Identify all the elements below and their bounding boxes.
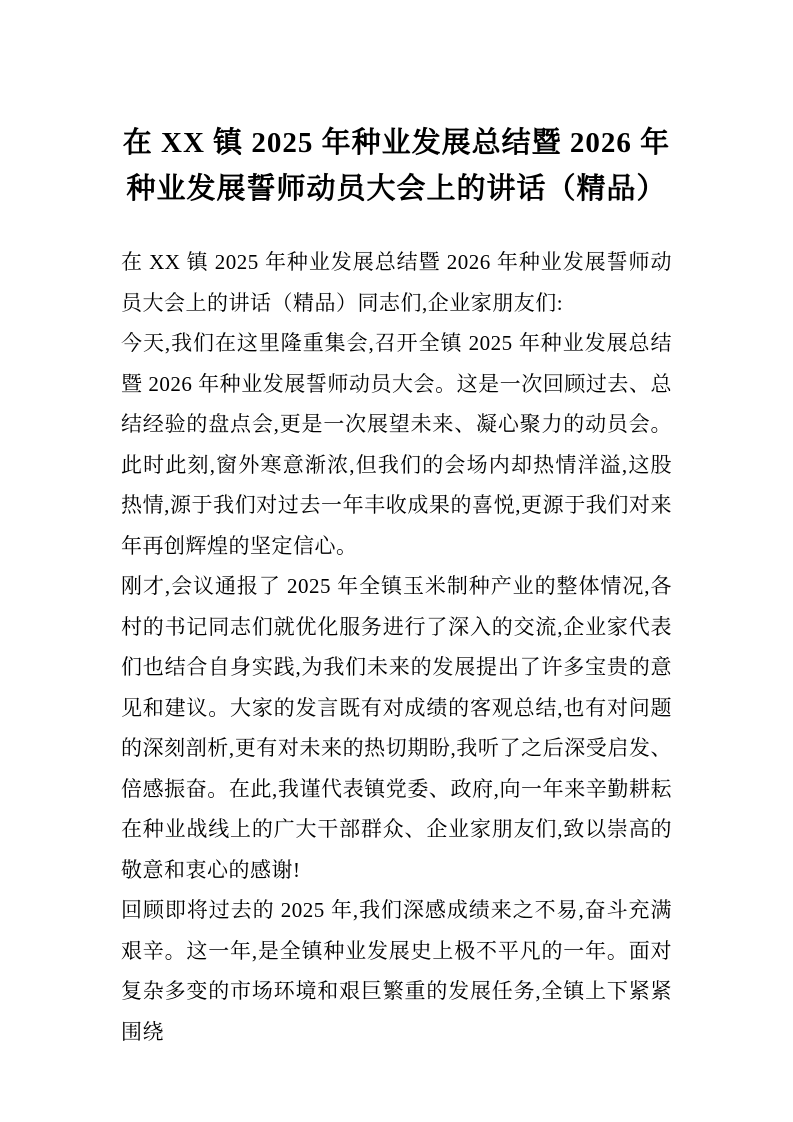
paragraph-opening: 今天,我们在这里隆重集会,召开全镇 2025 年种业发展总结暨 2026 年种业发展誓师动员大会。这是一次回顾过去、总结经验的盘点会,更是一次展望未来、凝心聚力的动员会。此时此刻,窗外寒意渐浓,但我们的会场内却热情洋溢,这股热情,源于我们对过去一年丰收成果的喜悦,更源于我们对来年再创辉煌的坚定信心。: [121, 331, 672, 558]
document-body: [121, 242, 672, 1052]
paragraph-year-review: 回顾即将过去的 2025 年,我们深感成绩来之不易,奋斗充满艰辛。这一年,是全镇种业发展史上极不平凡的一年。面对复杂多变的市场环境和艰巨繁重的发展任务,全镇上下紧紧围绕: [121, 898, 672, 1044]
document-title: 在 XX 镇 2025 年种业发展总结暨 2026 年种业发展誓师动员大会上的讲话（精品）: [122, 127, 671, 205]
paragraph-salutation: 在 XX 镇 2025 年种业发展总结暨 2026 年种业发展誓师动员大会上的讲话（精品）同志们,企业家朋友们:: [121, 250, 672, 315]
paragraph-meeting-summary: 刚才,会议通报了 2025 年全镇玉米制种产业的整体情况,各村的书记同志们就优化服务进行了深入的交流,企业家代表们也结合自身实践,为我们未来的发展提出了许多宝贵的意见和建议。大家的发言既有对成绩的客观总结,也有对问题的深刻剖析,更有对未来的热切期盼,我听了之后深受启发、倍感振奋。在此,我谨代表镇党委、政府,向一年来辛勤耕耘在种业战线上的广大干部群众、企业家朋友们,致以崇高的敬意和衷心的感谢!: [121, 574, 672, 882]
